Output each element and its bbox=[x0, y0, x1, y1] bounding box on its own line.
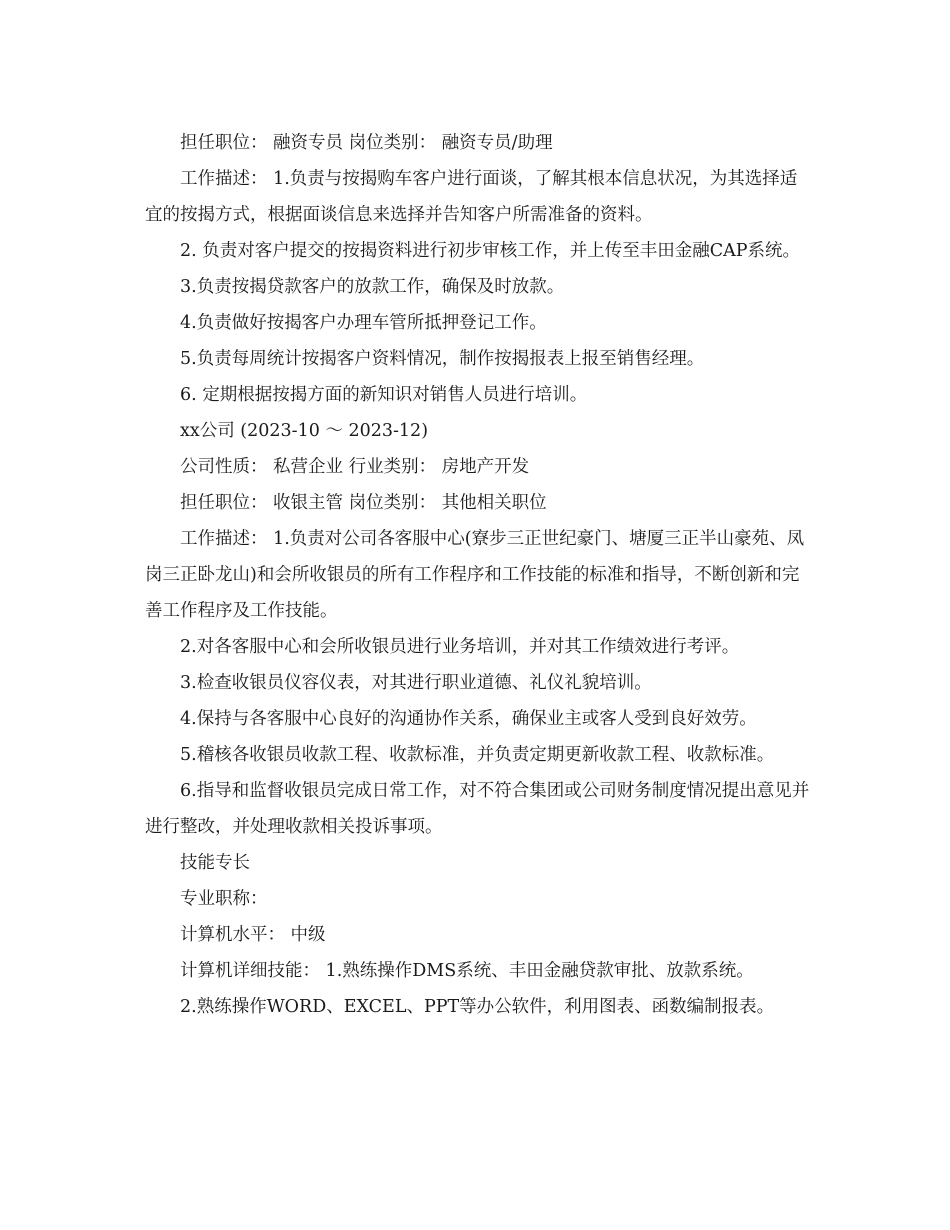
skills-heading: 技能专长 bbox=[180, 853, 250, 873]
cashier-item-6: 6.指导和监督收银员完成日常工作，对不符合集团或公司财务制度情况提出意见并进行整改，并处理收款相关投诉事项。 bbox=[145, 781, 810, 837]
professional-title: 专业职称： bbox=[180, 889, 268, 909]
computer-skill-1: 计算机详细技能： 1.熟练操作DMS系统、丰田金融贷款审批、放款系统。 bbox=[180, 961, 754, 981]
document-body bbox=[145, 125, 810, 1025]
duty-item-2: 2. 负责对客户提交的按揭资料进行初步审核工作，并上传至丰田金融CAP系统。 bbox=[180, 241, 801, 261]
position-line-1: 担任职位： 融资专员 岗位类别： 融资专员/助理 bbox=[180, 133, 553, 153]
cashier-item-4: 4.保持与各客服中心良好的沟通协作关系，确保业主或客人受到良好效劳。 bbox=[180, 709, 757, 729]
computer-level: 计算机水平： 中级 bbox=[180, 925, 326, 945]
cashier-item-2: 2.对各客服中心和会所收银员进行业务培训，并对其工作绩效进行考评。 bbox=[180, 637, 740, 657]
job-description-1: 工作描述： 1.负责与按揭购车客户进行面谈，了解其根本信息状况，为其选择适宜的按揭方式，根据面谈信息来选择并告知客户所需准备的资料。 bbox=[145, 169, 798, 225]
computer-skill-2: 2.熟练操作WORD、EXCEL、PPT等办公软件，利用图表、函数编制报表。 bbox=[180, 997, 775, 1017]
job-description-2: 工作描述： 1.负责对公司各客服中心(寮步三正世纪豪门、塘厦三正半山豪苑、凤岗三正卧龙山)和会所收银员的所有工作程序和工作技能的标准和指导，不断创新和完善工作程序及工作技能。 bbox=[145, 529, 805, 621]
duty-item-5: 5.负责每周统计按揭客户资料情况，制作按揭报表上报至销售经理。 bbox=[180, 349, 705, 369]
cashier-item-3: 3.检查收银员仪容仪表，对其进行职业道德、礼仪礼貌培训。 bbox=[180, 673, 652, 693]
duty-item-3: 3.负责按揭贷款客户的放款工作，确保及时放款。 bbox=[180, 277, 565, 297]
duty-item-6: 6. 定期根据按揭方面的新知识对销售人员进行培训。 bbox=[180, 385, 588, 405]
company-period: xx公司 (2023-10 ～ 2023-12) bbox=[180, 421, 429, 441]
cashier-item-5: 5.稽核各收银员收款工程、收款标准，并负责定期更新收款工程、收款标准。 bbox=[180, 745, 775, 765]
company-nature: 公司性质： 私营企业 行业类别： 房地产开发 bbox=[180, 457, 530, 477]
duty-item-4: 4.负责做好按揭客户办理车管所抵押登记工作。 bbox=[180, 313, 547, 333]
position-line-2: 担任职位： 收银主管 岗位类别： 其他相关职位 bbox=[180, 493, 547, 513]
